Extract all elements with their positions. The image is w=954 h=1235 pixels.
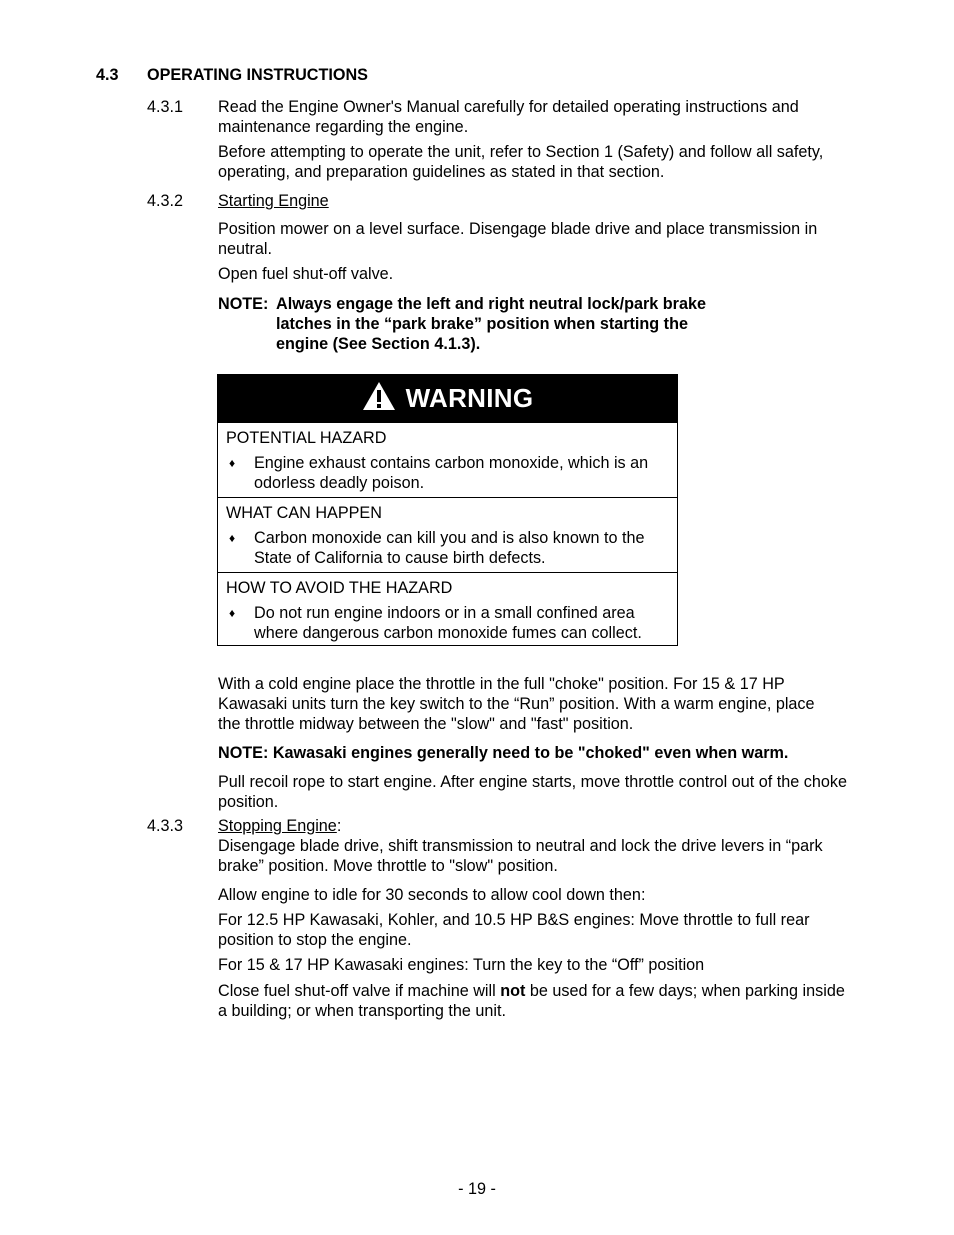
- page-number: - 19 -: [458, 1180, 496, 1198]
- section-title: OPERATING INSTRUCTIONS: [147, 66, 368, 84]
- warning-bullet-text: Do not run engine indoors or in a small confined area where dangerous carbon monoxide fumes can collect.: [254, 604, 642, 642]
- warning-section-heading: WHAT CAN HAPPEN: [226, 504, 382, 522]
- warning-section-potential-hazard: [218, 422, 677, 497]
- note-label: NOTE:: [218, 295, 269, 313]
- text-span: be used for a few days; when parking inside a building; or when transporting the unit.: [218, 982, 845, 1020]
- paragraph-read-manual: Read the Engine Owner's Manual carefully for detailed operating instructions and maintenance regarding the engine.: [218, 98, 799, 136]
- paragraph-disengage-blade: Disengage blade drive, shift transmission to neutral and lock the drive levers in “park brake” position. Move throttle to "slow" position.: [218, 837, 823, 875]
- warning-bullet: [226, 453, 669, 493]
- warning-title: WARNING: [405, 383, 534, 413]
- text-span: Close fuel shut-off valve if machine will: [218, 982, 501, 1000]
- paragraph-cold-engine-choke: With a cold engine place the throttle in the full "choke" position. For 15 & 17 HP Kawasaki units turn the key switch to the “Run” position. With a warm engine, place the throttle midway between the "slow" and "fast" position.: [218, 675, 815, 733]
- warning-bullet-text: Engine exhaust contains carbon monoxide, which is an odorless deadly poison.: [254, 454, 649, 492]
- subsection-heading-text: Stopping Engine: [218, 817, 337, 835]
- warning-box: [217, 374, 678, 646]
- warning-section-what-can-happen: [218, 497, 677, 572]
- paragraph-safety-reference: Before attempting to operate the unit, refer to Section 1 (Safety) and follow all safety, operating, and preparation guidelines as stated in that section.: [218, 143, 824, 181]
- note-kawasaki-choke: [218, 743, 858, 763]
- diamond-bullet-icon: ♦: [229, 606, 236, 620]
- warning-triangle-icon: [362, 381, 396, 416]
- paragraph-close-valve: [218, 981, 848, 1021]
- paragraph-idle-cooldown: Allow engine to idle for 30 seconds to allow cool down then:: [218, 886, 646, 904]
- warning-bullet: [226, 528, 669, 568]
- section-number: 4.3: [96, 66, 119, 84]
- warning-header: [218, 375, 677, 422]
- warning-section-heading: POTENTIAL HAZARD: [226, 429, 387, 447]
- note-text: Always engage the left and right neutral lock/park brake latches in the “park brake” position when starting the engine (See Section 4.1.3).: [276, 295, 706, 353]
- subsection-number-4-3-3: 4.3.3: [147, 817, 184, 835]
- diamond-bullet-icon: ♦: [229, 456, 236, 470]
- heading-colon: :: [336, 817, 342, 835]
- paragraph-open-valve: Open fuel shut-off valve.: [218, 265, 394, 283]
- note-text: Kawasaki engines generally need to be "choked" even when warm.: [272, 744, 789, 762]
- subsection-heading-stopping-engine: [218, 816, 848, 836]
- diamond-bullet-icon: ♦: [229, 531, 236, 545]
- note-label: NOTE:: [218, 744, 269, 762]
- paragraph-pull-recoil: Pull recoil rope to start engine. After engine starts, move throttle control out of the choke position.: [218, 773, 847, 811]
- subsection-number-4-3-1: 4.3.1: [147, 98, 184, 116]
- subsection-heading-starting-engine: Starting Engine: [218, 192, 329, 210]
- emphasis-not: not: [500, 982, 526, 1000]
- paragraph-key-off: For 15 & 17 HP Kawasaki engines: Turn the key to the “Off” position: [218, 956, 705, 974]
- warning-bullet: [226, 603, 669, 643]
- warning-section-how-to-avoid: [218, 572, 677, 646]
- warning-bullet-text: Carbon monoxide can kill you and is also known to the State of California to cause birth defects.: [254, 529, 645, 567]
- paragraph-kohler-stop: For 12.5 HP Kawasaki, Kohler, and 10.5 HP B&S engines: Move throttle to full rear position to stop the engine.: [218, 911, 810, 949]
- subsection-number-4-3-2: 4.3.2: [147, 192, 184, 210]
- warning-section-heading: HOW TO AVOID THE HAZARD: [226, 579, 453, 597]
- paragraph-position-mower: Position mower on a level surface. Disengage blade drive and place transmission in neutral.: [218, 220, 818, 258]
- note-park-brake: [218, 294, 758, 354]
